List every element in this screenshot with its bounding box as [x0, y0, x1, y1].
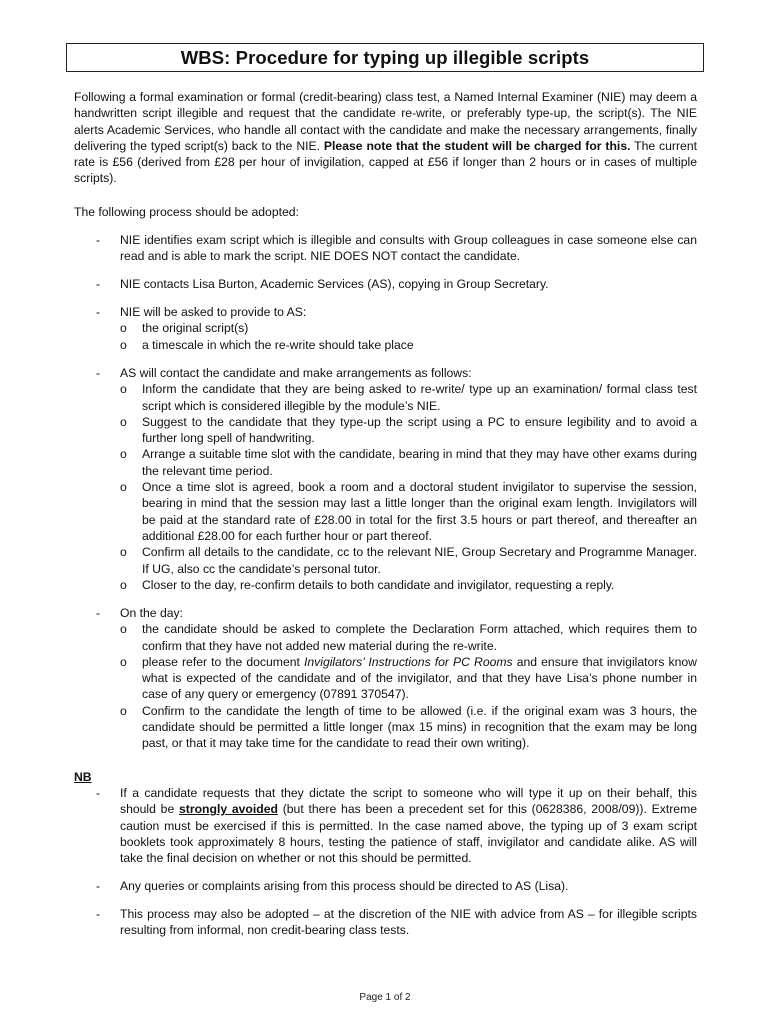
sub-item: [96, 381, 697, 414]
list-item: [96, 276, 697, 292]
dash-bullet: -: [96, 277, 101, 291]
sub-item-text: and ensure that invigilators know what is expected of the candidate and of the invigilator, and that they have Lisa’s phone number in case of any query or emergency (07891 370547).: [142, 654, 697, 702]
strongly-avoided-emphasis: strongly avoided: [179, 802, 278, 817]
sub-item-text: a timescale in which the re-write should take place: [142, 337, 414, 352]
step-text: AS will contact the candidate and make arrangements as follows:: [120, 366, 472, 380]
step-text: NIE identifies exam script which is illegible and consults with Group colleagues in case someone else can read and is able to mark the script. NIE DOES NOT contact the candidate.: [120, 233, 697, 264]
sub-item: [96, 479, 697, 544]
sub-item-text: Inform the candidate that they are being asked to re-write/ type up an examination/ formal class test script which is considered illegible by the module’s NIE.: [142, 382, 697, 413]
sub-item: [96, 446, 697, 479]
sub-item: [96, 654, 697, 703]
list-item: [96, 906, 697, 939]
dash-bullet: -: [96, 786, 101, 800]
sub-item: [96, 337, 697, 353]
intro-text-1: Following a formal examination or formal (credit-bearing) class test, a Named Internal Examiner (NIE) may deem a handwritten script illegible and request that the candidate re-write, or preferably type-up, the script(s). The NIE alerts Academic Services, who handle all contact with the candidate and make the necessary arrangements, finally delivering the typed script(s) back to the NIE.: [74, 90, 697, 153]
dash-bullet: -: [96, 305, 101, 319]
sub-item-text: please refer to the document: [142, 654, 300, 669]
dash-bullet: -: [96, 606, 101, 620]
list-item: [96, 605, 697, 752]
circle-bullet: o: [120, 654, 127, 669]
document-reference: Invigilators’ Instructions for PC Rooms: [303, 654, 513, 669]
intro-bold-note: Please note that the student will be charged for this.: [323, 138, 631, 153]
sub-item-text: Confirm to the candidate the length of time to be allowed (i.e. if the original exam was 3 hours, the candidate should be permitted a little longer (max 15 mins) in recognition that the exam may be long past, or that it may take time for the candidate to read their own writing).: [142, 703, 697, 751]
circle-bullet: o: [120, 447, 127, 462]
sub-item: [96, 320, 697, 336]
circle-bullet: o: [120, 703, 127, 718]
list-item: [96, 232, 697, 265]
sub-item: [96, 703, 697, 752]
list-item: [96, 785, 697, 866]
nb-text: If a candidate requests that they dictate the script to someone who will type it up on their behalf, this should be: [120, 786, 697, 817]
sub-item-text: Closer to the day, re-confirm details to both candidate and invigilator, requesting a reply.: [142, 577, 615, 592]
step-text: On the day:: [120, 606, 184, 620]
dash-bullet: -: [96, 907, 101, 921]
step-text: NIE will be asked to provide to AS:: [120, 305, 307, 319]
document-title-text: WBS: Procedure for typing up illegible scripts: [180, 46, 590, 68]
circle-bullet: o: [120, 480, 127, 495]
sub-item: [96, 577, 697, 593]
sub-item-text: Confirm all details to the candidate, cc to the relevant NIE, Group Secretary and Programme Manager. If UG, also cc the candidate’s personal tutor.: [142, 545, 697, 576]
list-item: [96, 878, 697, 894]
circle-bullet: o: [120, 337, 127, 352]
dash-bullet: -: [96, 879, 101, 893]
sub-item-text: the original script(s): [142, 321, 249, 336]
sub-item-text: Once a time slot is agreed, book a room and a doctoral student invigilator to supervise the session, bearing in mind that the session may last a little longer than the original exam length. Invigilators will be paid at the standard rate of £28.00 in total for the first 3.5 hours or part thereof, and thereafter an additional £28.00 for each further hour or part thereof.: [142, 480, 697, 543]
intro-text-2: The current rate is £56 (derived from £28 per hour of invigilation, capped at £56 if longer than 2 hours or in cases of multiple scripts).: [74, 138, 697, 186]
circle-bullet: o: [120, 577, 127, 592]
sub-item-text: Arrange a suitable time slot with the candidate, bearing in mind that they may have other exams during the relevant time period.: [142, 447, 697, 478]
dash-bullet: -: [96, 366, 101, 380]
sub-item: [96, 414, 697, 447]
circle-bullet: o: [120, 545, 127, 560]
sub-item: [96, 544, 697, 577]
circle-bullet: o: [120, 414, 127, 429]
list-item: [96, 365, 697, 593]
sub-item-text: the candidate should be asked to complete the Declaration Form attached, which requires them to confirm that they have not added new material during the re-write.: [142, 622, 697, 653]
intro-paragraph: [74, 89, 697, 187]
sub-item: [96, 621, 697, 654]
dash-bullet: -: [96, 233, 101, 247]
circle-bullet: o: [120, 321, 127, 336]
nb-label: NB: [74, 770, 92, 784]
nb-text: Any queries or complaints arising from this process should be directed to AS (Lisa).: [120, 879, 569, 893]
document-title: [66, 43, 704, 72]
list-item: [96, 304, 697, 353]
circle-bullet: o: [120, 622, 127, 637]
sub-item-text: Suggest to the candidate that they type-up the script using a PC to ensure legibility and to avoid a further long spell of handwriting.: [142, 414, 697, 446]
process-heading: The following process should be adopted:: [74, 205, 299, 219]
nb-text: This process may also be adopted – at the discretion of the NIE with advice from AS – for illegible scripts resulting from informal, non credit-bearing class tests.: [120, 907, 697, 938]
nb-text: (but there has been a precedent set for this (0628386, 2008/09)). Extreme caution must be exercised if this is permitted. In the case named above, the typing up of 3 exam script booklets took approximately 8 hours, testing the patience of staff, invigilator and candidate alike. AS will take the final decision on whether or not this should be permitted.: [120, 802, 698, 866]
step-text: NIE contacts Lisa Burton, Academic Services (AS), copying in Group Secretary.: [120, 277, 549, 291]
circle-bullet: o: [120, 382, 127, 397]
page-number: Page 1 of 2: [359, 992, 411, 1003]
